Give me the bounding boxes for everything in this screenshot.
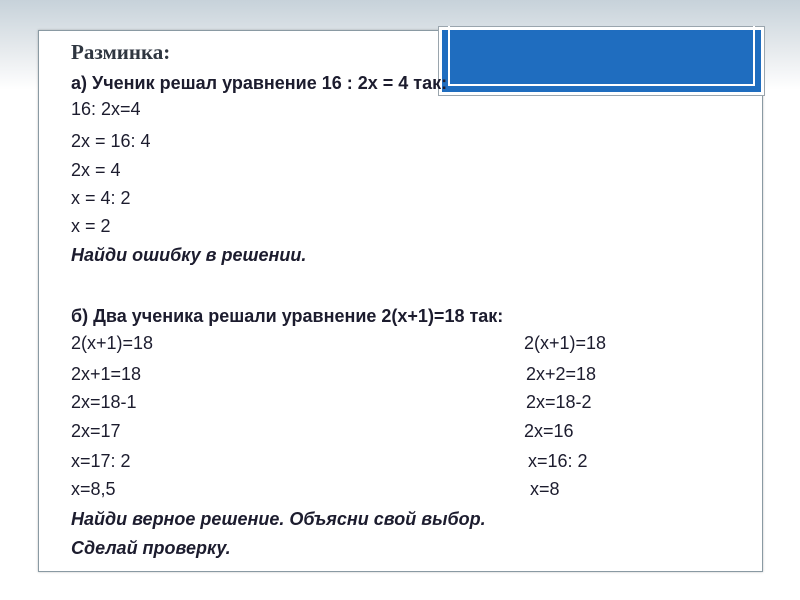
part-a-task: Найди ошибку в решении. [71,245,307,265]
part-b-right-step: 2x+2=18 [526,364,597,384]
part-b-task-line1: Найди верное решение. Объясни свой выбор. [71,509,486,529]
slide-frame [38,30,763,572]
part-b-left-step: 2x=17 [71,421,121,441]
part-b-left-step: x=17: 2 [71,451,131,471]
part-a-step: 16: 2x=4 [71,99,141,119]
slide-title: Разминка: [71,40,171,64]
part-b-heading: б) Два ученика решали уравнение 2(x+1)=18 так: [71,306,504,326]
part-b-left-step: x=8,5 [71,479,116,499]
part-a-step: 2x = 4 [71,160,121,180]
part-b-left-step: 2(x+1)=18 [71,333,154,353]
part-b-right-step: 2x=16 [524,421,574,441]
part-a-heading: а) Ученик решал уравнение 16 : 2x = 4 так: [71,73,448,93]
part-b-right-step: x=16: 2 [528,451,588,471]
part-a-step: x = 4: 2 [71,188,131,208]
part-a-step: 2x = 16: 4 [71,131,151,151]
part-b-left-step: 2x=18-1 [71,392,137,412]
header-accent-inner-border [448,26,755,86]
part-a-step: x = 2 [71,216,111,236]
part-b-right-step: 2x=18-2 [526,392,592,412]
part-b-right-step: x=8 [530,479,560,499]
part-b-left-step: 2x+1=18 [71,364,142,384]
header-accent-box [439,27,764,95]
part-b-right-step: 2(x+1)=18 [524,333,607,353]
part-b-task-line2: Сделай проверку. [71,538,231,558]
